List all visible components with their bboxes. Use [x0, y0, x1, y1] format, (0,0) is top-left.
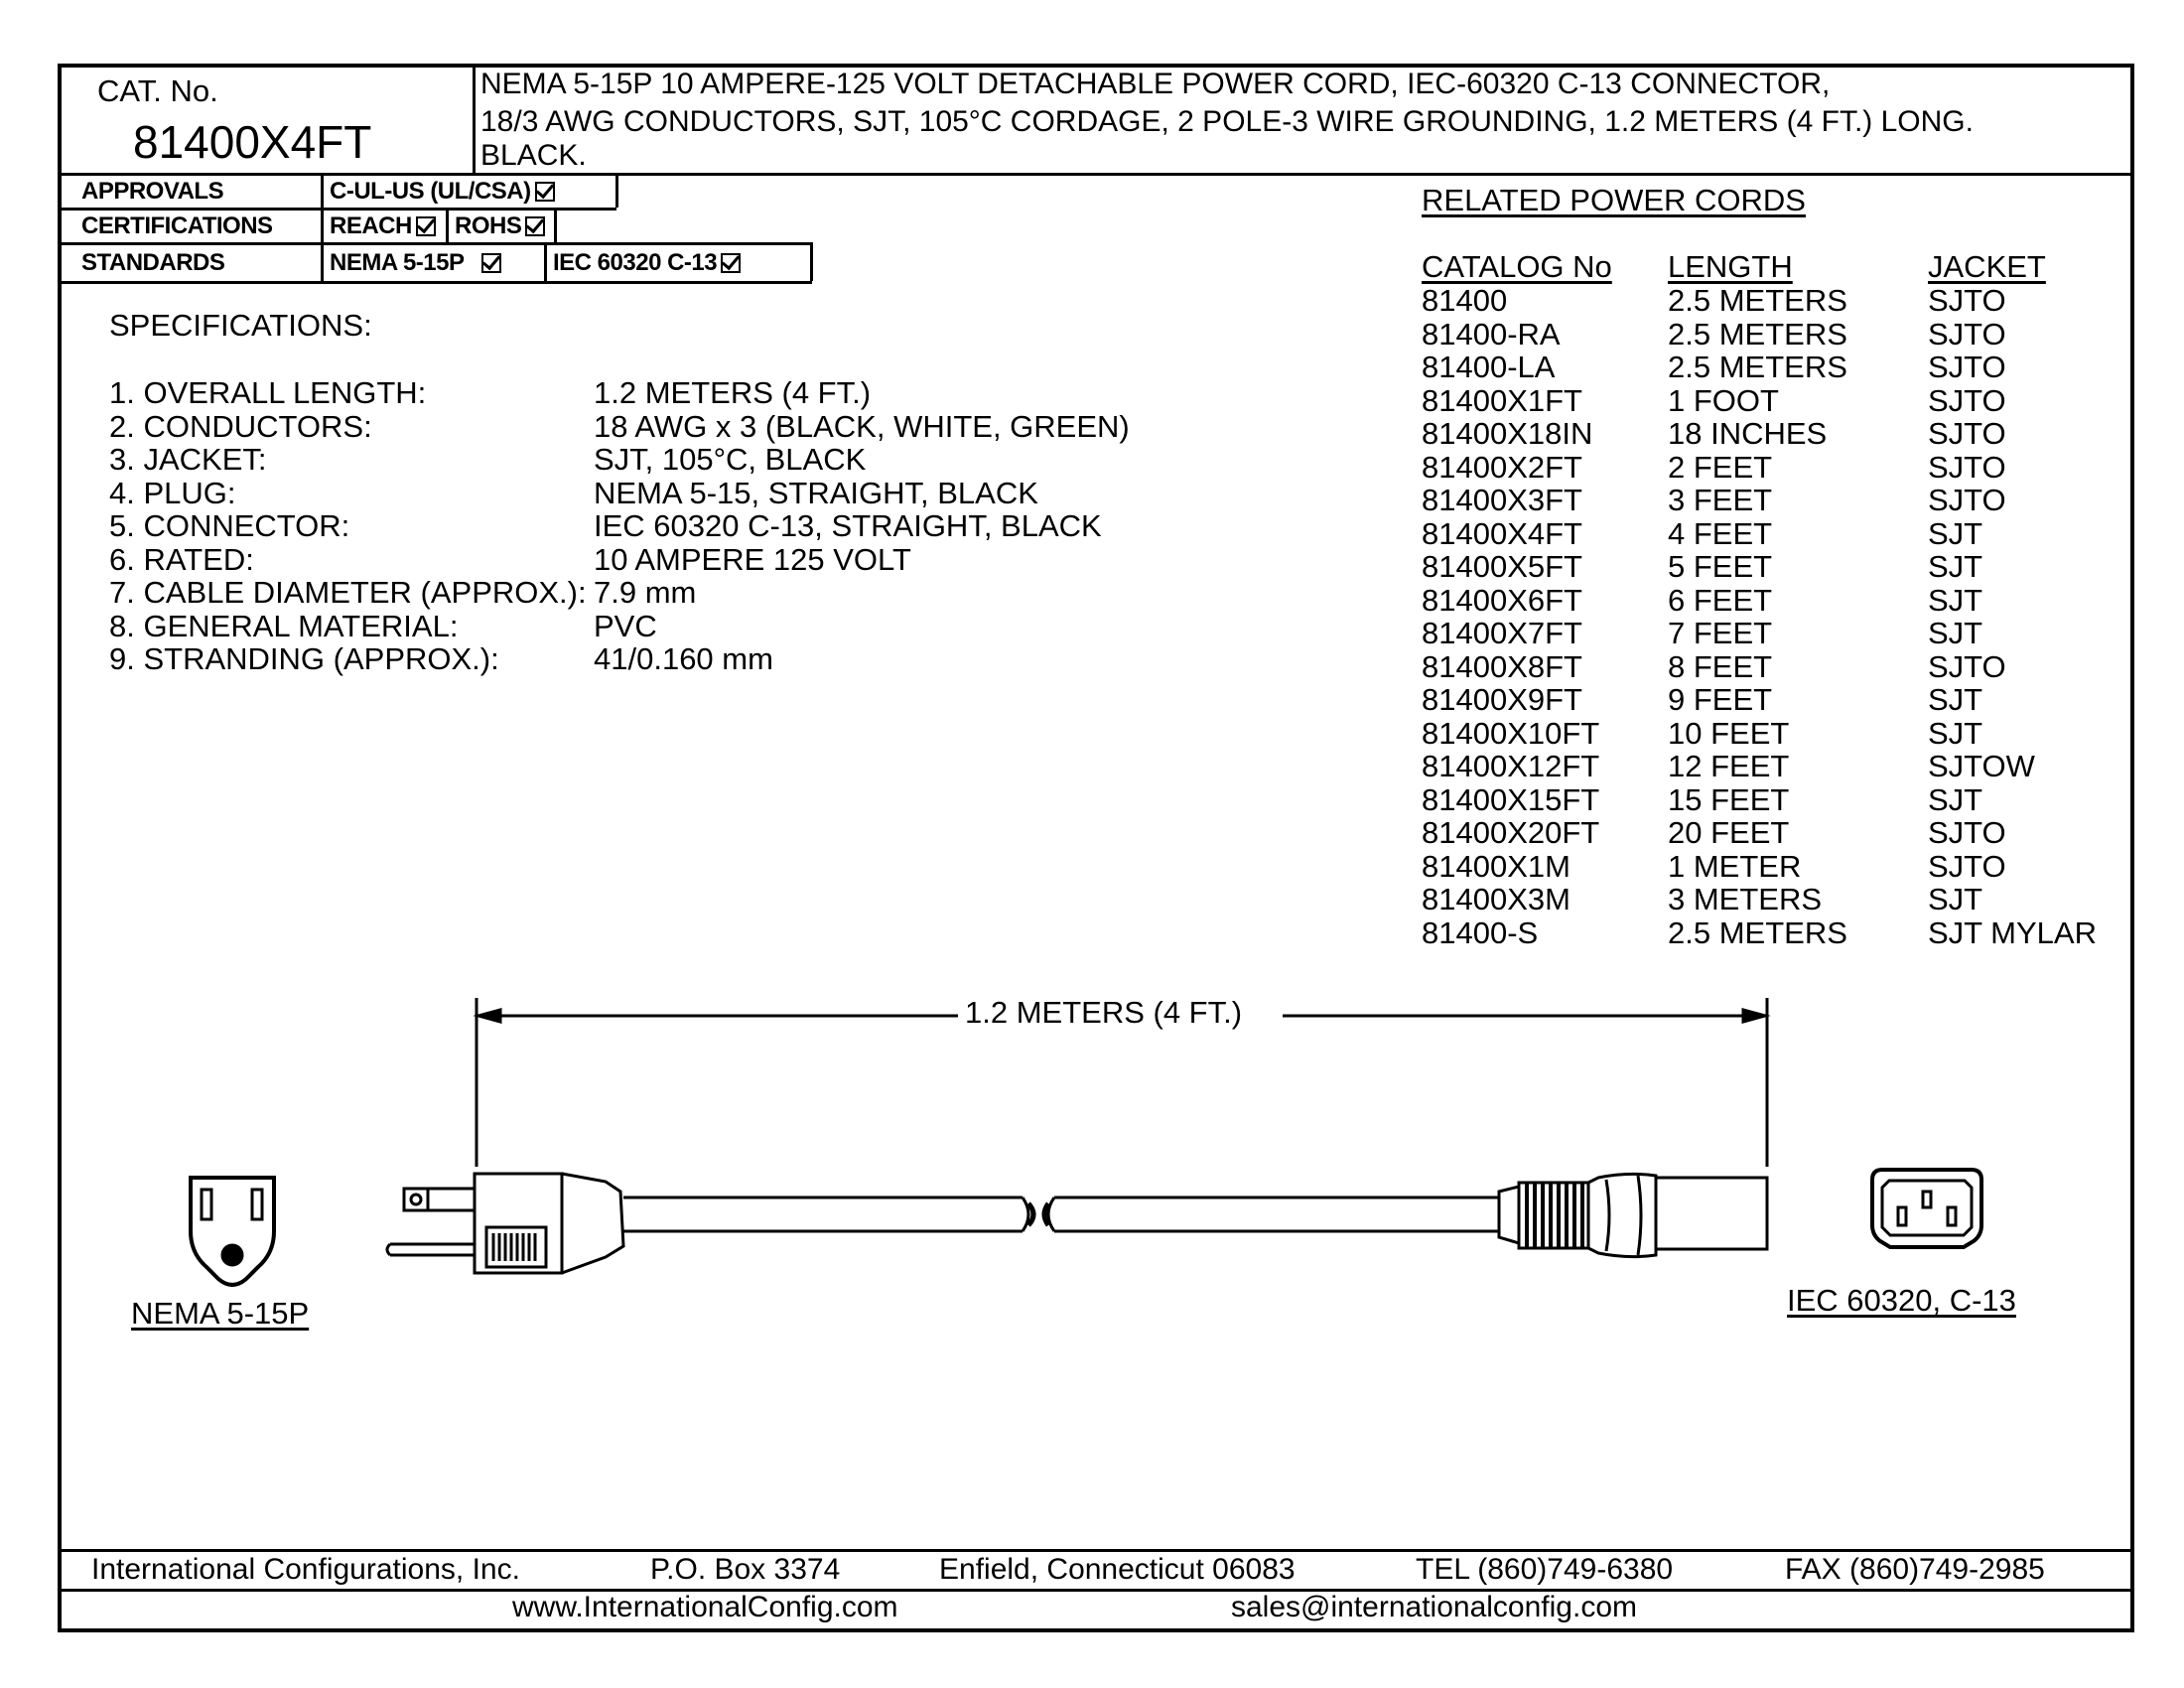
related-length: 2.5 METERS [1668, 283, 1847, 318]
related-jacket: SJT [1928, 882, 1983, 916]
footer-tel: TEL (860)749-6380 [1416, 1553, 1674, 1586]
spec-label: 7. CABLE DIAMETER (APPROX.): [109, 575, 587, 610]
related-length: 2.5 METERS [1668, 914, 1847, 950]
standards-label: STANDARDS [81, 249, 225, 276]
related-catalog: 81400X4FT [1422, 515, 1582, 551]
related-length: 2.5 METERS [1668, 316, 1847, 352]
std-iec: IEC 60320 C-13 [547, 246, 741, 280]
footer-fax: FAX (860)749-2985 [1785, 1553, 2045, 1586]
footer-company: International Configurations, Inc. [91, 1553, 520, 1586]
spec-label: 1. OVERALL LENGTH: [109, 375, 427, 410]
plug-label: NEMA 5-15P [131, 1296, 310, 1331]
related-catalog: 81400X8FT [1422, 648, 1582, 684]
cat-number: 81400X4FT [133, 116, 372, 168]
related-catalog: 81400X2FT [1422, 449, 1582, 485]
related-length: 18 INCHES [1668, 416, 1828, 451]
related-length: 7 FEET [1668, 616, 1773, 650]
spec-value: 41/0.160 mm [594, 641, 773, 676]
related-jacket: SJTO [1928, 648, 2006, 684]
cert-rohs: ROHS [449, 210, 545, 243]
related-length: 12 FEET [1668, 749, 1790, 783]
related-jacket: SJT [1928, 682, 1983, 717]
spec-label: 8. GENERAL MATERIAL: [109, 608, 459, 643]
related-jacket: SJTO [1928, 449, 2006, 485]
spec-label: 5. CONNECTOR: [109, 508, 350, 543]
related-length: 5 FEET [1668, 549, 1773, 584]
related-catalog: 81400-RA [1422, 316, 1561, 352]
related-length: 3 FEET [1668, 483, 1773, 517]
footer-po-box: P.O. Box 3374 [650, 1553, 841, 1586]
related-catalog: 81400X9FT [1422, 682, 1582, 717]
related-length: 2.5 METERS [1668, 350, 1847, 384]
approvals-value: C-UL-US (UL/CSA) [324, 175, 555, 209]
related-length: 8 FEET [1668, 648, 1773, 684]
related-jacket: SJTO [1928, 350, 2006, 384]
related-length: 3 METERS [1668, 882, 1823, 916]
spec-label: 4. PLUG: [109, 475, 236, 510]
checkbox-checked-icon [525, 216, 545, 236]
spec-label: 9. STRANDING (APPROX.): [109, 641, 499, 676]
footer-top-rule [58, 1549, 2134, 1552]
related-length: 2 FEET [1668, 449, 1773, 485]
related-catalog: 81400X3FT [1422, 483, 1582, 517]
footer-mid-rule [58, 1589, 2134, 1592]
related-jacket: SJTO [1928, 483, 2006, 517]
related-catalog: 81400X15FT [1422, 781, 1600, 817]
spec-label: 6. RATED: [109, 541, 254, 577]
related-length: 6 FEET [1668, 582, 1773, 618]
related-catalog: 81400-S [1422, 914, 1539, 950]
spec-value: 1.2 METERS (4 FT.) [594, 375, 872, 410]
checkbox-checked-icon [416, 216, 436, 236]
related-catalog: 81400-LA [1422, 350, 1556, 384]
related-catalog: 81400X18IN [1422, 416, 1593, 451]
related-catalog: 81400X3M [1422, 882, 1570, 916]
checkbox-checked-icon [481, 253, 501, 273]
related-length: 9 FEET [1668, 682, 1773, 717]
related-jacket: SJTO [1928, 848, 2006, 884]
related-jacket: SJT [1928, 616, 1983, 650]
cat-label: CAT. No. [97, 73, 218, 108]
related-jacket: SJT [1928, 549, 1983, 584]
related-header-length: LENGTH [1668, 249, 1793, 284]
spec-value: 7.9 mm [594, 575, 697, 610]
approvals-label: APPROVALS [81, 178, 224, 205]
related-catalog: 81400X10FT [1422, 715, 1600, 751]
cert-reach: REACH [324, 210, 436, 243]
related-length: 1 FOOT [1668, 382, 1779, 418]
related-jacket: SJTO [1928, 815, 2006, 850]
checkbox-checked-icon [535, 182, 555, 202]
related-catalog: 81400X5FT [1422, 549, 1582, 584]
related-jacket: SJT MYLAR [1928, 914, 2097, 950]
related-jacket: SJTO [1928, 316, 2006, 352]
related-jacket: SJTO [1928, 382, 2006, 418]
connector-label: IEC 60320, C-13 [1787, 1283, 2016, 1318]
related-header-jacket: JACKET [1928, 249, 2046, 284]
related-title: RELATED POWER CORDS [1422, 183, 1806, 217]
related-length: 10 FEET [1668, 715, 1790, 751]
description-line-3: BLACK. [480, 139, 587, 172]
related-length: 20 FEET [1668, 815, 1790, 850]
related-catalog: 81400X20FT [1422, 815, 1600, 850]
checkbox-checked-icon [721, 253, 741, 273]
spec-label: 3. JACKET: [109, 442, 267, 477]
specifications-title: SPECIFICATIONS: [109, 308, 372, 343]
related-jacket: SJT [1928, 781, 1983, 817]
related-catalog: 81400X6FT [1422, 582, 1582, 618]
related-catalog: 81400X7FT [1422, 616, 1582, 650]
dimension-label: 1.2 METERS (4 FT.) [965, 995, 1243, 1030]
related-length: 15 FEET [1668, 781, 1790, 817]
spec-value: 10 AMPERE 125 VOLT [594, 541, 911, 577]
spec-label: 2. CONDUCTORS: [109, 408, 372, 444]
related-jacket: SJT [1928, 582, 1983, 618]
certifications-label: CERTIFICATIONS [81, 212, 273, 239]
description-line-1: NEMA 5-15P 10 AMPERE-125 VOLT DETACHABLE POWER CORD, IEC-60320 C-13 CONNECTOR, [480, 68, 1831, 100]
footer-website[interactable]: www.InternationalConfig.com [512, 1591, 898, 1623]
related-jacket: SJTO [1928, 283, 2006, 318]
related-jacket: SJT [1928, 715, 1983, 751]
related-catalog: 81400X1M [1422, 848, 1570, 884]
footer-email[interactable]: sales@internationalconfig.com [1231, 1591, 1637, 1623]
spec-value: 18 AWG x 3 (BLACK, WHITE, GREEN) [594, 408, 1130, 444]
related-length: 4 FEET [1668, 515, 1773, 551]
spec-value: SJT, 105°C, BLACK [594, 442, 867, 477]
std-nema: NEMA 5-15P [324, 246, 501, 280]
related-jacket: SJTOW [1928, 749, 2035, 783]
related-catalog: 81400X12FT [1422, 749, 1600, 783]
spec-value: IEC 60320 C-13, STRAIGHT, BLACK [594, 508, 1102, 543]
related-catalog: 81400 [1422, 283, 1508, 318]
related-jacket: SJT [1928, 515, 1983, 551]
header-divider [473, 64, 476, 175]
description-line-2: 18/3 AWG CONDUCTORS, SJT, 105°C CORDAGE, 2 POLE-3 WIRE GROUNDING, 1.2 METERS (4 FT.) LONG. [480, 105, 1974, 138]
footer-city: Enfield, Connecticut 06083 [939, 1553, 1296, 1586]
related-header-catalog: CATALOG No [1422, 249, 1612, 284]
spec-value: PVC [594, 608, 657, 643]
related-catalog: 81400X1FT [1422, 382, 1582, 418]
related-length: 1 METER [1668, 848, 1802, 884]
spec-value: NEMA 5-15, STRAIGHT, BLACK [594, 475, 1038, 510]
related-jacket: SJTO [1928, 416, 2006, 451]
